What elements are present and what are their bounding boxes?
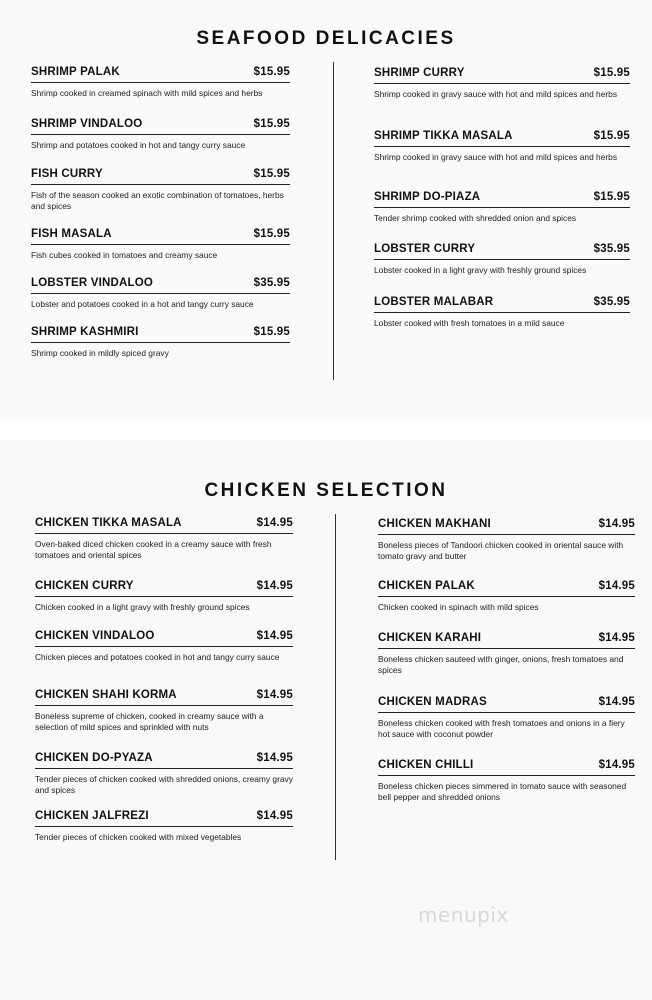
item-price: $15.95 [593,130,630,142]
item-name: SHRIMP VINDALOO [31,118,143,130]
item-description: Shrimp and potatoes cooked in hot and tangy curry sauce [31,140,246,150]
item-price: $14.95 [256,517,293,529]
chicken-right-column [378,518,635,809]
item-description: Fish cubes cooked in tomatoes and creamy sauce [31,250,218,260]
item-description: Lobster and potatoes cooked in a hot and tangy curry sauce [31,299,254,309]
item-description: Shrimp cooked in creamed spinach with mild spices and herbs [31,88,263,98]
menupix-watermark: menupix [418,903,509,927]
item-name: CHICKEN MAKHANI [378,518,491,530]
item-price: $15.95 [253,118,290,130]
item-name: CHICKEN MADRAS [378,696,487,708]
item-price: $14.95 [598,696,635,708]
item-price: $14.95 [256,810,293,822]
menu-item [31,326,290,366]
menu-item [35,752,293,810]
item-description: Boneless chicken cooked with fresh tomatoes and onions in a fiery hot sauce with coconut powder [378,718,625,739]
item-description: Tender shrimp cooked with shredded onion and spices [374,213,577,223]
menu-item [35,630,293,689]
item-description: Boneless chicken sauteed with ginger, onions, fresh tomatoes and spices [378,654,624,675]
item-name: SHRIMP PALAK [31,66,120,78]
item-name: CHICKEN CHILLI [378,759,474,771]
item-price: $15.95 [593,67,630,79]
item-price: $15.95 [253,168,290,180]
seafood-right-column [374,67,630,336]
item-description: Lobster cooked in a light gravy with freshly ground spices [374,265,587,275]
item-name: FISH CURRY [31,168,103,180]
item-price: $15.95 [593,191,630,203]
item-description: Boneless supreme of chicken, cooked in creamy sauce with a selection of mild spices and sprinkled with nuts [35,711,264,732]
item-description: Tender pieces of chicken cooked with shredded onions, creamy gravy and spices [35,774,293,795]
item-price: $14.95 [598,632,635,644]
menu-item [378,518,635,580]
item-description: Tender pieces of chicken cooked with mixed vegetables [35,832,242,842]
menu-item [374,191,630,243]
item-name: SHRIMP TIKKA MASALA [374,130,513,142]
menu-item [31,168,290,228]
item-price: $14.95 [256,689,293,701]
item-description: Shrimp cooked in mildly spiced gravy [31,348,169,358]
menu-item [374,296,630,336]
item-price: $14.95 [598,759,635,771]
item-price: $14.95 [598,580,635,592]
chicken-title: CHICKEN SELECTION [204,480,448,501]
item-name: CHICKEN CURRY [35,580,134,592]
menu-item [374,243,630,296]
item-name: CHICKEN DO-PYAZA [35,752,153,764]
item-description: Shrimp cooked in gravy sauce with hot and mild spices and herbs [374,152,618,162]
item-price: $15.95 [253,66,290,78]
item-description: Lobster cooked with fresh tomatoes in a mild sauce [374,318,565,328]
item-name: LOBSTER MALABAR [374,296,494,308]
item-price: $14.95 [256,752,293,764]
item-description: Shrimp cooked in gravy sauce with hot and mild spices and herbs [374,89,618,99]
item-name: CHICKEN TIKKA MASALA [35,517,182,529]
item-price: $14.95 [598,518,635,530]
item-name: SHRIMP DO-PIAZA [374,191,481,203]
item-name: CHICKEN JALFREZI [35,810,149,822]
menu-item [374,130,630,191]
item-name: FISH MASALA [31,228,112,240]
item-description: Boneless chicken pieces simmered in tomato sauce with seasoned bell pepper and shredded onions [378,781,627,802]
item-description: Chicken pieces and potatoes cooked in hot and tangy curry sauce [35,652,280,662]
menu-item [35,689,293,752]
item-description: Fish of the season cooked an exotic combination of tomatoes, herbs and spices [31,190,284,211]
menu-item [35,517,293,580]
item-name: CHICKEN KARAHI [378,632,482,644]
menu-item [374,67,630,130]
item-name: LOBSTER VINDALOO [31,277,154,289]
item-price: $35.95 [593,243,630,255]
chicken-left-column [35,517,293,850]
menu-item [31,277,290,326]
seafood-column-divider [333,62,334,380]
item-name: SHRIMP CURRY [374,67,465,79]
seafood-title: SEAFOOD DELICACIES [196,28,456,49]
item-name: SHRIMP KASHMIRI [31,326,139,338]
menu-item [31,66,290,118]
item-price: $35.95 [593,296,630,308]
item-description: Oven-baked diced chicken cooked in a creamy sauce with fresh tomatoes and oriental spices [35,539,272,560]
item-name: LOBSTER CURRY [374,243,476,255]
item-description: Chicken cooked in spinach with mild spices [378,602,539,612]
menu-item [378,632,635,696]
item-price: $15.95 [253,326,290,338]
chicken-column-divider [335,514,336,860]
item-price: $35.95 [253,277,290,289]
menu-item [35,580,293,630]
item-description: Boneless pieces of Tandoori chicken cooked in oriental sauce with tomato gravy and butter [378,540,624,561]
seafood-left-column [31,66,290,366]
item-description: Chicken cooked in a light gravy with freshly ground spices [35,602,250,612]
menu-item [378,696,635,759]
menu-item [31,118,290,168]
item-price: $14.95 [256,630,293,642]
menu-item [378,580,635,632]
item-name: CHICKEN VINDALOO [35,630,155,642]
item-name: CHICKEN PALAK [378,580,475,592]
menu-item [31,228,290,277]
item-price: $14.95 [256,580,293,592]
panel-gap [0,420,652,440]
item-price: $15.95 [253,228,290,240]
menu-item [378,759,635,809]
menu-item [35,810,293,850]
item-name: CHICKEN SHAHI KORMA [35,689,177,701]
